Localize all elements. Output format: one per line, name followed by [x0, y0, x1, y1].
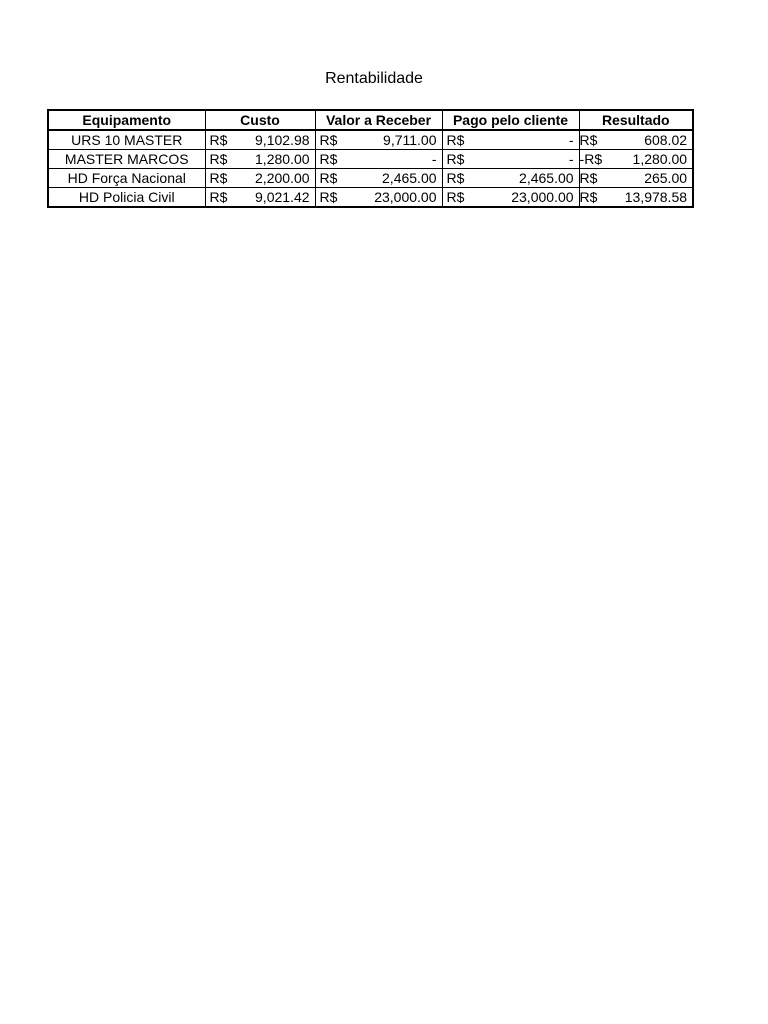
table-row [48, 188, 693, 208]
table-row [48, 150, 693, 169]
cell-valor-a-receber: 9,711.00 [349, 130, 442, 150]
cell-currency: R$ [315, 188, 349, 208]
cell-currency: R$ [315, 150, 349, 169]
cell-currency: R$ [442, 169, 476, 188]
cell-currency: R$ [584, 150, 603, 167]
cell-currency: R$ [315, 130, 349, 150]
cell-currency: R$ [205, 130, 239, 150]
cell-resultado-currency [579, 188, 613, 208]
cell-currency: R$ [579, 131, 598, 148]
header-pago-pelo-cliente: Pago pelo cliente [442, 110, 579, 130]
cell-valor-a-receber: 23,000.00 [349, 188, 442, 208]
cell-equipamento: MASTER MARCOS [48, 150, 205, 169]
cell-resultado: 265.00 [613, 169, 693, 188]
page-title: Rentabilidade [325, 70, 423, 87]
cell-equipamento: HD Força Nacional [48, 169, 205, 188]
table-row [48, 169, 693, 188]
cell-resultado: 13,978.58 [613, 188, 693, 208]
cell-custo: 2,200.00 [239, 169, 315, 188]
cell-equipamento: URS 10 MASTER [48, 130, 205, 150]
cell-resultado-currency [579, 150, 613, 169]
cell-currency: R$ [442, 130, 476, 150]
negative-sign: - [579, 150, 585, 167]
cell-currency: R$ [442, 188, 476, 208]
header-custo: Custo [205, 110, 315, 130]
cell-resultado: 1,280.00 [613, 150, 693, 169]
header-row [48, 110, 693, 130]
cell-pago-pelo-cliente: 23,000.00 [476, 188, 579, 208]
cell-custo: 9,021.42 [239, 188, 315, 208]
cell-resultado-currency [579, 130, 613, 150]
header-resultado: Resultado [579, 110, 693, 130]
cell-currency: R$ [315, 169, 349, 188]
table-row [48, 130, 693, 150]
cell-currency: R$ [579, 169, 598, 186]
cell-resultado: 608.02 [613, 130, 693, 150]
cell-currency: R$ [579, 188, 598, 205]
cell-custo: 9,102.98 [239, 130, 315, 150]
cell-pago-pelo-cliente: 2,465.00 [476, 169, 579, 188]
cell-currency: R$ [205, 150, 239, 169]
cell-currency: R$ [205, 169, 239, 188]
cell-valor-a-receber: - [349, 150, 442, 169]
header-equipamento: Equipamento [48, 110, 205, 130]
cell-resultado-currency [579, 169, 613, 188]
cell-currency: R$ [442, 150, 476, 169]
cell-pago-pelo-cliente: - [476, 130, 579, 150]
rentabilidade-table [47, 109, 694, 208]
cell-pago-pelo-cliente: - [476, 150, 579, 169]
cell-equipamento: HD Policia Civil [48, 188, 205, 208]
cell-custo: 1,280.00 [239, 150, 315, 169]
cell-currency: R$ [205, 188, 239, 208]
cell-valor-a-receber: 2,465.00 [349, 169, 442, 188]
header-valor-a-receber: Valor a Receber [315, 110, 442, 130]
